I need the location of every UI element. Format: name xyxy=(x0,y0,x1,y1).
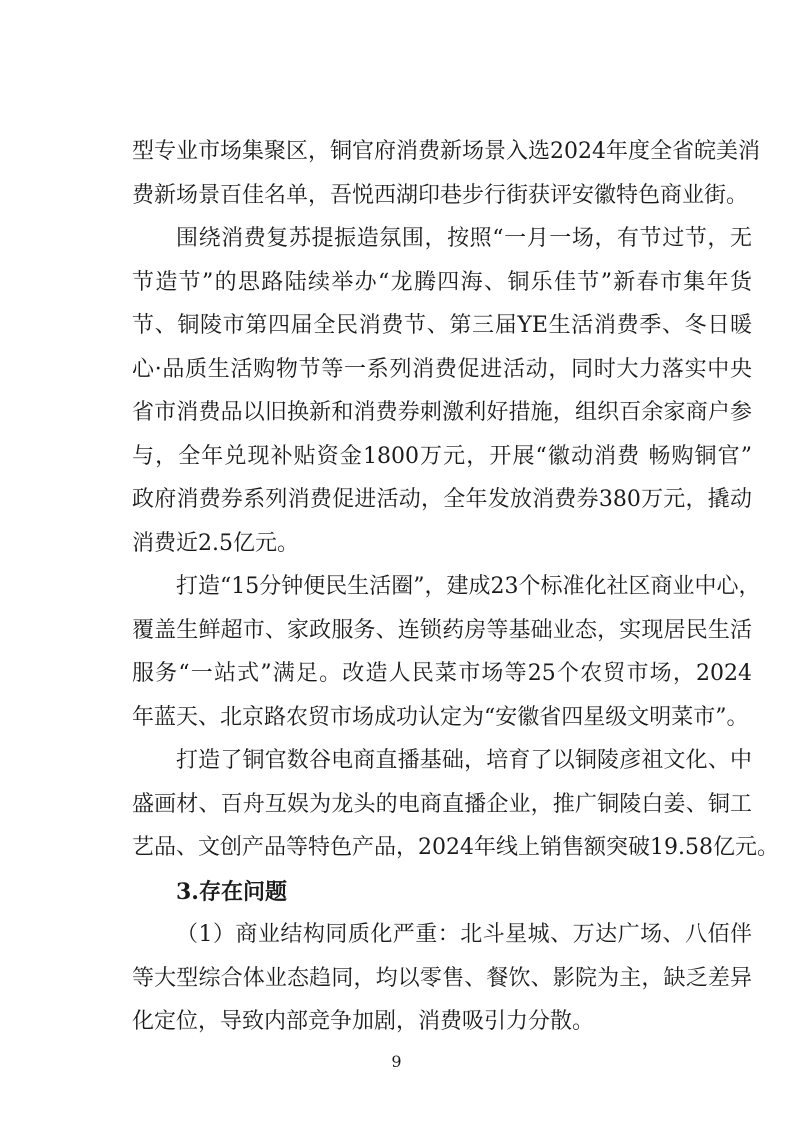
text-line: 艺品、文创产品等特色产品，2024年线上销售额突破19.58亿元。 xyxy=(132,835,779,860)
text-line: 化定位，导致内部竞争加剧，消费吸引力分散。 xyxy=(132,1009,595,1034)
section-heading: 3.存在问题 xyxy=(176,879,287,905)
text-line: 盛画材、百舟互娱为龙头的电商直播企业，推广铜陵白姜、铜工 xyxy=(132,792,752,817)
text-line: 费新场景百佳名单，吾悦西湖印巷步行街获评安徽特色商业街。 xyxy=(132,183,749,208)
text-line: 等大型综合体业态趋同，均以零售、餐饮、影院为主，缺乏差异 xyxy=(132,966,752,991)
text-line: （1）商业结构同质化严重：北斗星城、万达广场、八佰伴 xyxy=(176,922,752,947)
text-line: 型专业市场集聚区，铜官府消费新场景入选2024年度全省皖美消 xyxy=(132,139,760,164)
text-line: 与，全年兑现补贴资金1800万元，开展“徽动消费 畅购铜官” xyxy=(132,444,752,469)
text-line: 覆盖生鲜超市、家政服务、连锁药房等基础业态，实现居民生活 xyxy=(132,618,752,643)
text-line: 年蓝天、北京路农贸市场成功认定为“安徽省四星级文明菜市”。 xyxy=(132,705,749,730)
text-line: 围绕消费复苏提振造氛围，按照“一月一场，有节过节，无 xyxy=(176,226,752,251)
text-line: 打造了铜官数谷电商直播基础，培育了以铜陵彦祖文化、中 xyxy=(176,748,752,773)
text-line: 心·品质生活购物节等一系列消费促进活动，同时大力落实中央 xyxy=(132,357,752,382)
text-line: 服务“一站式”满足。改造人民菜市场等25个农贸市场，2024 xyxy=(132,661,752,686)
text-line: 节造节”的思路陆续举办“龙腾四海、铜乐佳节”新春市集年货 xyxy=(132,270,752,295)
text-line: 政府消费券系列消费促进活动，全年发放消费券380万元，撬动 xyxy=(132,487,752,512)
text-line: 节、铜陵市第四届全民消费节、第三届YE生活消费季、冬日暖 xyxy=(132,313,752,338)
text-line: 打造“15分钟便民生活圈”，建成23个标准化社区商业中心， xyxy=(176,574,761,599)
text-line: 消费近2.5亿元。 xyxy=(132,531,299,556)
text-line: 省市消费品以旧换新和消费券刺激利好措施，组织百余家商户参 xyxy=(132,400,752,425)
page-number: 9 xyxy=(391,1052,402,1071)
